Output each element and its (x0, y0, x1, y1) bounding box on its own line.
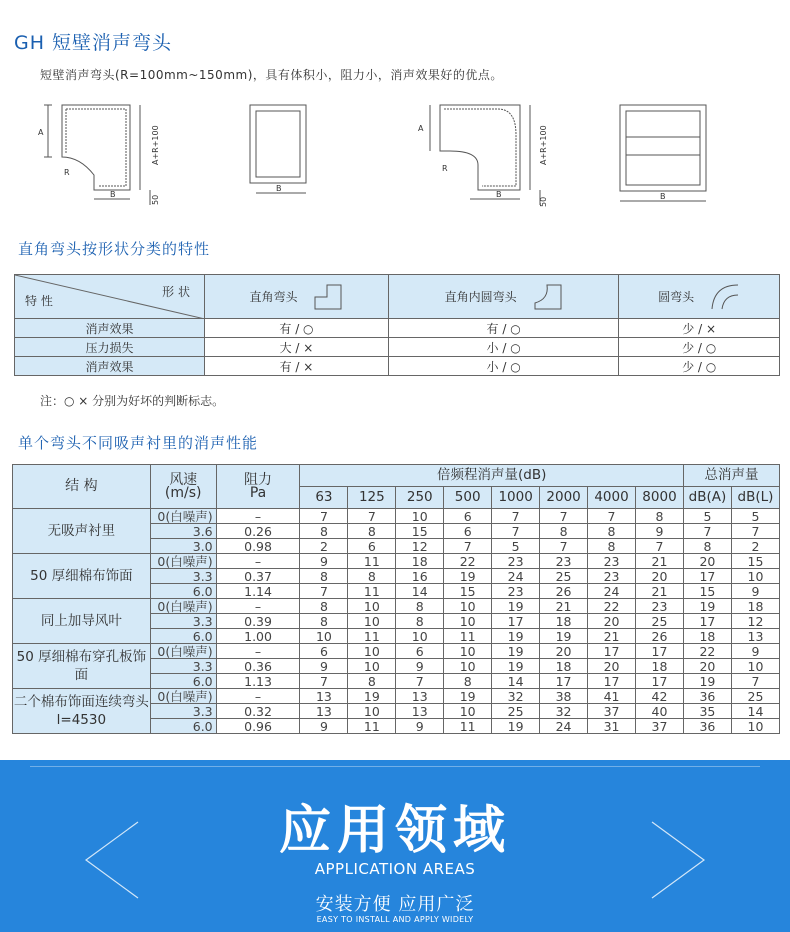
dim-a-1: A (38, 128, 44, 137)
freq-header: 125 (348, 487, 396, 509)
value-cell: 11 (348, 629, 396, 644)
value-cell: 23 (540, 554, 588, 569)
value-cell: 12 (396, 539, 444, 554)
value-cell: 10 (444, 614, 492, 629)
value-cell: 14 (492, 674, 540, 689)
value-cell: 9 (396, 659, 444, 674)
value-cell: 19 (492, 644, 540, 659)
banner-subtitle: 安装方便 应用广泛 (315, 894, 475, 915)
value-cell: 37 (636, 719, 684, 734)
header-structure: 结 构 (13, 465, 151, 509)
elbow-round-drawing (430, 105, 540, 205)
value-cell: 36 (683, 689, 731, 704)
value-cell: 5 (683, 509, 731, 524)
value-cell: 20 (636, 569, 684, 584)
value-cell: 19 (444, 689, 492, 704)
resistance-cell: – (216, 599, 300, 614)
value-cell: 8 (300, 569, 348, 584)
value-cell: 7 (300, 674, 348, 689)
table-row (13, 509, 780, 524)
speed-cell: 3.0 (150, 539, 216, 554)
value-cell: 31 (588, 719, 636, 734)
resistance-cell: 1.00 (216, 629, 300, 644)
value-cell: 8 (636, 509, 684, 524)
value-cell: 18 (540, 614, 588, 629)
value-cell: 8 (683, 539, 731, 554)
value-cell: 13 (396, 704, 444, 719)
value-cell: 10 (300, 629, 348, 644)
value-cell: 10 (444, 704, 492, 719)
value-cell: 13 (300, 704, 348, 719)
elbow-square-front-drawing (250, 105, 306, 193)
speed-cell: 6.0 (150, 674, 216, 689)
value-cell: 18 (540, 659, 588, 674)
value-cell: 7 (588, 509, 636, 524)
section-heading-performance: 单个弯头不同吸声衬里的消声性能 (18, 434, 259, 452)
value-cell: 10 (396, 509, 444, 524)
value-cell: 32 (492, 689, 540, 704)
section-heading-shapes: 直角弯头按形状分类的特性 (18, 240, 211, 258)
noise-reduction-table (12, 464, 780, 734)
value-cell: 17 (588, 674, 636, 689)
speed-cell: 3.3 (150, 569, 216, 584)
value-cell: 8 (300, 614, 348, 629)
table1-note: 注：○ × 分别为好坏的判断标志。 (40, 394, 225, 408)
value-cell: 22 (588, 599, 636, 614)
speed-cell: 3.3 (150, 614, 216, 629)
table1-row: 消声效果 有 / × 小 / ○ 少 / ○ (15, 357, 780, 376)
value-cell: 17 (683, 614, 731, 629)
header-speed: 风速 (m/s) (150, 465, 216, 509)
value-cell: 42 (636, 689, 684, 704)
value-cell: 14 (396, 584, 444, 599)
value-cell: 9 (396, 719, 444, 734)
resistance-cell: – (216, 554, 300, 569)
value-cell: 7 (492, 524, 540, 539)
value-cell: 16 (396, 569, 444, 584)
dim-a-2: A (418, 124, 424, 133)
value-cell: 21 (588, 629, 636, 644)
structure-name: 50 厚细棉布饰面 (13, 554, 151, 599)
value-cell: 35 (683, 704, 731, 719)
dim-b-1f: B (276, 184, 282, 193)
dim-r-1: R (64, 168, 70, 177)
dim-50-1: 50 (151, 194, 160, 205)
value-cell: 9 (731, 644, 779, 659)
freq-header: 2000 (540, 487, 588, 509)
resistance-cell: 0.37 (216, 569, 300, 584)
speed-cell: 3.3 (150, 704, 216, 719)
speed-cell: 6.0 (150, 584, 216, 599)
value-cell: 11 (348, 554, 396, 569)
value-cell: 8 (540, 524, 588, 539)
value-cell: 25 (636, 614, 684, 629)
table-row (13, 599, 780, 614)
freq-header: 500 (444, 487, 492, 509)
value-cell: 7 (636, 539, 684, 554)
application-banner (0, 760, 790, 932)
value-cell: 9 (300, 554, 348, 569)
value-cell: 40 (636, 704, 684, 719)
value-cell: 6 (444, 524, 492, 539)
value-cell: 25 (492, 704, 540, 719)
freq-header: 8000 (636, 487, 684, 509)
round-inner-elbow-icon (533, 283, 563, 311)
structure-name: 无吸声衬里 (13, 509, 151, 554)
value-cell: 6 (348, 539, 396, 554)
value-cell: 8 (396, 614, 444, 629)
value-cell: 38 (540, 689, 588, 704)
value-cell: 19 (540, 629, 588, 644)
resistance-cell: – (216, 689, 300, 704)
value-cell: 17 (588, 644, 636, 659)
value-cell: 10 (444, 599, 492, 614)
value-cell: 8 (444, 674, 492, 689)
value-cell: 17 (636, 674, 684, 689)
speed-cell: 6.0 (150, 719, 216, 734)
table-row (13, 554, 780, 569)
col-square-elbow: 直角弯头 (205, 275, 389, 319)
value-cell: 19 (348, 689, 396, 704)
value-cell: 19 (492, 629, 540, 644)
value-cell: 15 (444, 584, 492, 599)
value-cell: 20 (588, 659, 636, 674)
resistance-cell: 0.98 (216, 539, 300, 554)
value-cell: 10 (348, 704, 396, 719)
value-cell: 8 (300, 599, 348, 614)
header-shape: 形 状 (162, 285, 190, 299)
value-cell: 23 (588, 554, 636, 569)
value-cell: 15 (396, 524, 444, 539)
elbow-square-drawing (44, 105, 150, 205)
value-cell: 9 (300, 659, 348, 674)
col-round-inner-elbow: 直角内圆弯头 (388, 275, 618, 319)
banner-subtitle-en: EASY TO INSTALL AND APPLY WIDELY (316, 915, 474, 924)
structure-name: 50 厚细棉布穿孔板饰面 (13, 644, 151, 689)
header-feature: 特 性 (25, 294, 53, 308)
round-elbow-icon (710, 283, 740, 311)
value-cell: 10 (731, 719, 779, 734)
value-cell: 14 (731, 704, 779, 719)
value-cell: 21 (636, 584, 684, 599)
speed-cell: 0(白噪声) (150, 554, 216, 569)
resistance-cell: 1.13 (216, 674, 300, 689)
dim-ar100-1: A+R+100 (151, 125, 160, 165)
value-cell: 10 (348, 614, 396, 629)
value-cell: 23 (492, 554, 540, 569)
table1-row: 消声效果 有 / ○ 有 / ○ 少 / × (15, 319, 780, 338)
freq-header: 1000 (492, 487, 540, 509)
value-cell: 7 (396, 674, 444, 689)
speed-cell: 3.6 (150, 524, 216, 539)
banner-title-en: APPLICATION AREAS (314, 860, 476, 878)
resistance-cell: – (216, 509, 300, 524)
dim-b-1: B (110, 190, 116, 199)
value-cell: 21 (540, 599, 588, 614)
value-cell: 17 (492, 614, 540, 629)
resistance-cell: 0.32 (216, 704, 300, 719)
freq-header: 250 (396, 487, 444, 509)
value-cell: 21 (636, 554, 684, 569)
value-cell: 8 (588, 524, 636, 539)
value-cell: 22 (444, 554, 492, 569)
value-cell: 11 (444, 629, 492, 644)
table1-corner-header (15, 275, 205, 319)
value-cell: 13 (300, 689, 348, 704)
value-cell: 13 (396, 689, 444, 704)
value-cell: 18 (731, 599, 779, 614)
value-cell: 19 (492, 659, 540, 674)
value-cell: 7 (444, 539, 492, 554)
dim-ar100-2: A+R+100 (539, 125, 548, 165)
technical-drawings (30, 95, 760, 220)
value-cell: 10 (731, 569, 779, 584)
value-cell: 24 (492, 569, 540, 584)
value-cell: 18 (683, 629, 731, 644)
product-description: 短壁消声弯头(R=100mm~150mm)，具有体积小，阻力小，消声效果好的优点。 (40, 68, 503, 82)
value-cell: 8 (300, 524, 348, 539)
value-cell: 7 (348, 509, 396, 524)
speed-cell: 0(白噪声) (150, 509, 216, 524)
value-cell: 25 (540, 569, 588, 584)
value-cell: 15 (731, 554, 779, 569)
value-cell: 10 (348, 599, 396, 614)
value-cell: 10 (444, 659, 492, 674)
table-row (13, 644, 780, 659)
value-cell: 8 (396, 599, 444, 614)
value-cell: 24 (588, 584, 636, 599)
value-cell: 11 (348, 719, 396, 734)
value-cell: 20 (683, 554, 731, 569)
value-cell: 23 (636, 599, 684, 614)
value-cell: 9 (636, 524, 684, 539)
value-cell: 7 (300, 584, 348, 599)
freq-header: 4000 (588, 487, 636, 509)
value-cell: 26 (636, 629, 684, 644)
value-cell: 20 (683, 659, 731, 674)
dim-r-2: R (442, 164, 448, 173)
value-cell: 7 (540, 509, 588, 524)
shape-characteristics-table (14, 274, 780, 376)
value-cell: 19 (683, 599, 731, 614)
value-cell: 19 (492, 599, 540, 614)
resistance-cell: 0.36 (216, 659, 300, 674)
speed-cell: 0(白噪声) (150, 599, 216, 614)
value-cell: 2 (731, 539, 779, 554)
value-cell: 7 (731, 524, 779, 539)
value-cell: 10 (731, 659, 779, 674)
value-cell: 10 (396, 629, 444, 644)
square-elbow-icon (313, 283, 343, 311)
elbow-round-front-drawing (620, 105, 706, 201)
dim-50-2: 50 (539, 196, 548, 207)
value-cell: 8 (348, 524, 396, 539)
value-cell: 13 (731, 629, 779, 644)
value-cell: 11 (444, 719, 492, 734)
total-header: dB(A) (683, 487, 731, 509)
page-title: GH 短壁消声弯头 (14, 32, 173, 54)
value-cell: 36 (683, 719, 731, 734)
value-cell: 18 (396, 554, 444, 569)
resistance-cell: 0.39 (216, 614, 300, 629)
value-cell: 8 (588, 539, 636, 554)
value-cell: 23 (492, 584, 540, 599)
header-total: 总消声量 (683, 465, 779, 487)
resistance-cell: 1.14 (216, 584, 300, 599)
value-cell: 17 (636, 644, 684, 659)
value-cell: 8 (348, 569, 396, 584)
value-cell: 19 (683, 674, 731, 689)
value-cell: 17 (683, 569, 731, 584)
value-cell: 22 (683, 644, 731, 659)
value-cell: 23 (588, 569, 636, 584)
value-cell: 11 (348, 584, 396, 599)
resistance-cell: – (216, 644, 300, 659)
value-cell: 10 (348, 644, 396, 659)
value-cell: 25 (731, 689, 779, 704)
table1-row: 压力损失 大 / × 小 / ○ 少 / ○ (15, 338, 780, 357)
value-cell: 19 (492, 719, 540, 734)
header-resistance: 阻力 Pa (216, 465, 300, 509)
resistance-cell: 0.96 (216, 719, 300, 734)
value-cell: 5 (731, 509, 779, 524)
banner-divider (30, 766, 760, 767)
total-header: dB(L) (731, 487, 779, 509)
speed-cell: 0(白噪声) (150, 644, 216, 659)
structure-name: 同上加导风叶 (13, 599, 151, 644)
value-cell: 41 (588, 689, 636, 704)
value-cell: 24 (540, 719, 588, 734)
resistance-cell: 0.26 (216, 524, 300, 539)
value-cell: 5 (492, 539, 540, 554)
banner-title: 应用领域 (278, 801, 511, 861)
dim-b-2f: B (660, 192, 666, 201)
value-cell: 19 (444, 569, 492, 584)
value-cell: 26 (540, 584, 588, 599)
speed-cell: 6.0 (150, 629, 216, 644)
speed-cell: 0(白噪声) (150, 689, 216, 704)
value-cell: 37 (588, 704, 636, 719)
value-cell: 2 (300, 539, 348, 554)
value-cell: 10 (348, 659, 396, 674)
speed-cell: 3.3 (150, 659, 216, 674)
value-cell: 9 (300, 719, 348, 734)
value-cell: 17 (540, 674, 588, 689)
value-cell: 20 (540, 644, 588, 659)
value-cell: 6 (444, 509, 492, 524)
value-cell: 7 (731, 674, 779, 689)
value-cell: 12 (731, 614, 779, 629)
value-cell: 6 (396, 644, 444, 659)
value-cell: 10 (444, 644, 492, 659)
value-cell: 8 (348, 674, 396, 689)
value-cell: 7 (683, 524, 731, 539)
value-cell: 7 (300, 509, 348, 524)
header-octave: 倍频程消声量(dB) (300, 465, 683, 487)
value-cell: 20 (588, 614, 636, 629)
value-cell: 18 (636, 659, 684, 674)
value-cell: 32 (540, 704, 588, 719)
table-row (13, 689, 780, 704)
col-round-elbow: 圆弯头 (619, 275, 780, 319)
value-cell: 15 (683, 584, 731, 599)
value-cell: 7 (540, 539, 588, 554)
dim-b-2: B (496, 190, 502, 199)
value-cell: 6 (300, 644, 348, 659)
value-cell: 7 (492, 509, 540, 524)
structure-name: 二个棉布饰面连续弯头 l=4530 (13, 689, 151, 734)
freq-header: 63 (300, 487, 348, 509)
value-cell: 9 (731, 584, 779, 599)
